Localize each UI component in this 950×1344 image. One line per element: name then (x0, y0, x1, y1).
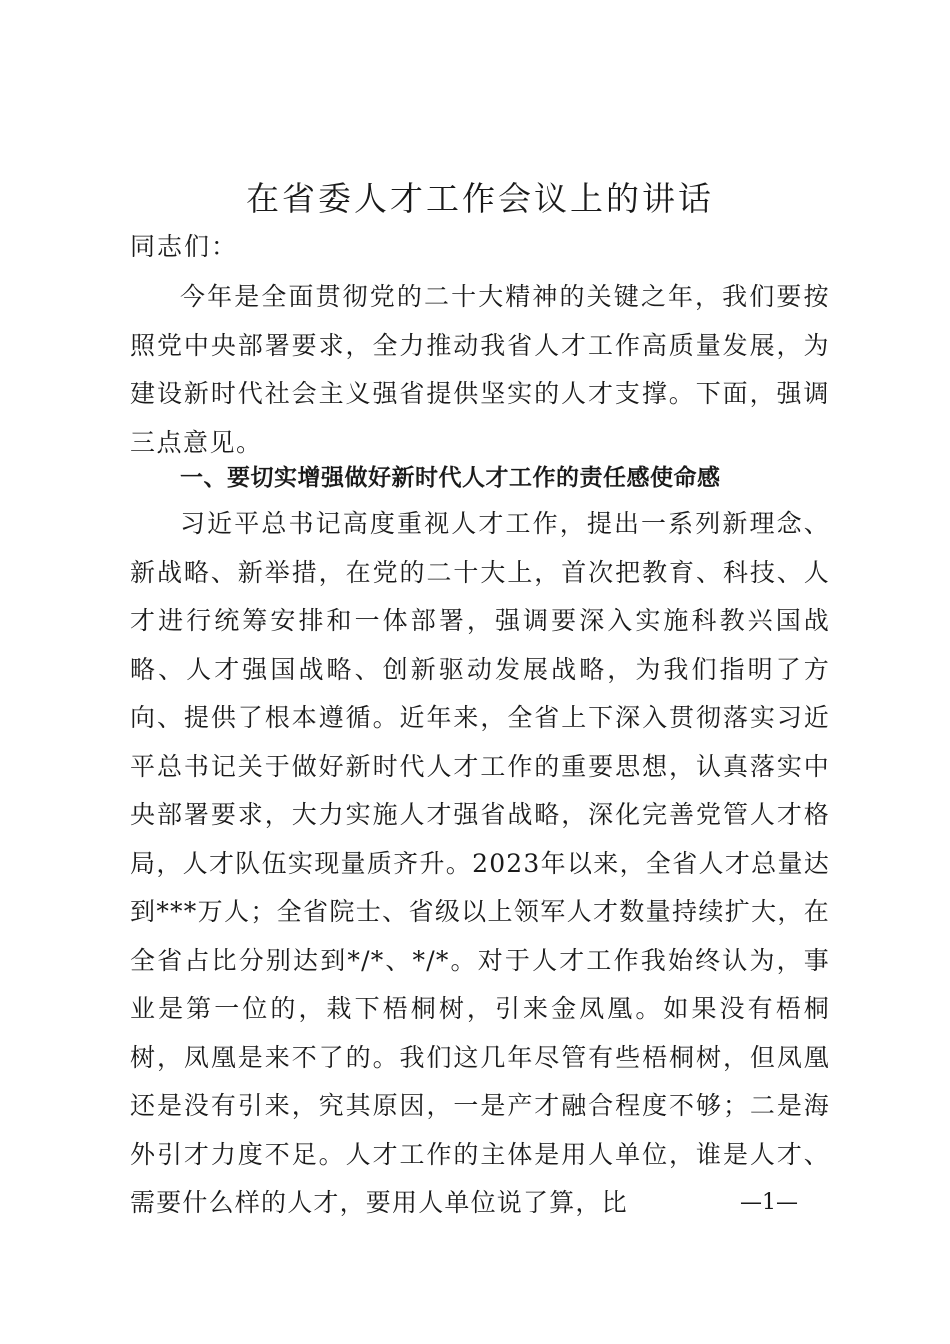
section-heading: 一、要切实增强做好新时代人才工作的责任感使命感 (180, 465, 721, 491)
intro-paragraph: 今年是全面贯彻党的二十大精神的关键之年，我们要按照党中央部署要求，全力推动我省人才工作高质量发展，为建设新时代社会主义强省提供坚实的人才支撑。下面，强调三点意见。 (130, 282, 830, 457)
document-title: 在省委人才工作会议上的讲话 (246, 179, 714, 218)
salutation: 同志们： (130, 232, 239, 261)
page-number: —1— (740, 1190, 798, 1215)
section-paragraph: 习近平总书记高度重视人才工作，提出一系列新理念、新战略、新举措，在党的二十大上，首次把教育、科技、人才进行统筹安排和一体部署，强调要深入实施科教兴国战略、人才强国战略、创新驱动发展战略，为我们指明了方向、提供了根本遵循。近年来，全省上下深入贯彻落实习近平总书记关于做好新时代人才工作的重要思想，认真落实中央部署要求，大力实施人才强省战略，深化完善党管人才格局，人才队伍实现量质齐升。2023年以来，全省人才总量达到***万人；全省院士、省级以上领军人才数量持续扩大，在全省占比分别达到*/*、*/*。对于人才工作我始终认为，事业是第一位的，栽下梧桐树，引来金凤凰。如果没有梧桐树，凤凰是来不了的。我们这几年尽管有些梧桐树，但凤凰还是没有引来，究其原因，一是产才融合程度不够；二是海外引才力度不足。人才工作的主体是用人单位，谁是人才、需要什么样的人才，要用人单位说了算，比 (130, 509, 830, 1217)
